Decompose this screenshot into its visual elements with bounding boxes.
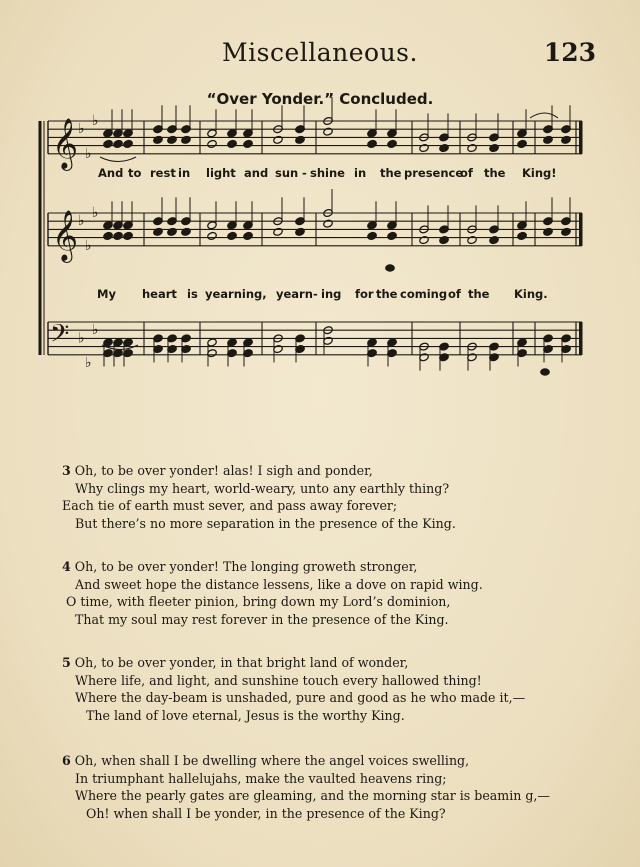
lyric-syllable: coming [400,287,448,301]
verse-text: That my soul may rest forever in the presence of the King. [75,611,449,627]
lyric-syllable: rest [150,166,176,180]
verse-3 [62,462,622,532]
verse-number: 3 [62,463,71,478]
lyric-syllable: the [468,287,490,301]
lyric-syllable: the [380,166,402,180]
verse-line [62,611,622,629]
verse-line [62,558,622,576]
verse-line [62,480,622,498]
lyric-syllable: yearn [276,287,313,301]
verse-number: 5 [62,655,71,670]
verse-line [62,707,622,725]
verse-text: Oh, to be over yonder! The longing groweth stronger, [74,559,418,574]
lyric-syllable: to [128,166,142,180]
verse-6 [62,752,622,822]
lyric-syllable: is [187,287,198,301]
verse-text: Oh! when shall I be yonder, in the presence of the King? [86,805,446,821]
verse-text: Where life, and light, and sunshine touch every hallowed thing! [75,672,482,688]
verse-text: The land of love eternal, Jesus is the worthy King. [86,707,405,723]
lyric-syllable: yearning, [205,287,267,301]
verse-text: And sweet hope the distance lessens, like a dove on rapid wing. [75,576,483,592]
svg-text:♭: ♭ [85,355,92,371]
verse-line [62,462,622,480]
lyric-syllable: of [460,166,473,180]
svg-text:♭: ♭ [92,113,99,129]
svg-text:𝄞: 𝄞 [52,117,79,169]
lyric-syllable: in [354,166,367,180]
svg-text:♭: ♭ [85,145,92,162]
verse-line [62,593,622,611]
svg-text:𝄞: 𝄞 [52,209,79,261]
verse-text: Oh, when shall I be dwelling where the angel voices swelling, [74,753,470,768]
verse-text: Where the pearly gates are gleaming, and the morning star is beamin g,— [75,788,551,803]
lyric-syllable: - [302,166,307,180]
svg-text:♭: ♭ [78,121,85,138]
verse-text: O time, with fleeter pinion, bring down my Lord’s dominion, [66,594,451,609]
verse-text: But there’s no more separation in the presence of the King. [75,515,456,531]
lyric-syllable: the [484,166,506,180]
lyric-syllable: King. [514,287,548,301]
verse-line [62,515,622,533]
svg-text:♭: ♭ [85,237,92,254]
verse-text: Oh, to be over yonder! alas! I sigh and ponder, [74,463,373,478]
lyric-syllable: for [355,287,374,301]
lyric-syllable: the [376,287,398,301]
lyric-syllable: and [244,166,269,180]
lyric-syllable: King! [522,166,557,180]
verse-number: 4 [62,559,71,574]
verse-line [62,654,622,672]
verse-4 [62,558,622,628]
verse-5 [62,654,622,724]
lyric-syllable: And [98,166,124,180]
lyric-syllable: My [97,287,116,301]
verse-line [62,689,622,707]
lyric-syllable: in [178,166,191,180]
verse-number: 6 [62,753,71,768]
verse-line [62,497,622,515]
verse-text: Oh, to be over yonder, in that bright land of wonder, [74,655,409,670]
lyric-syllable: ing [321,287,342,301]
svg-text:𝄢: 𝄢 [50,319,70,355]
lyric-syllable: - [313,287,318,301]
lyric-syllable: shine [310,166,345,180]
lyric-syllable: presence [404,166,464,180]
verse-line [62,770,622,788]
svg-text:♭: ♭ [78,213,85,230]
page-title: Miscellaneous. [222,38,418,67]
verse-line [62,672,622,690]
verse-text: Where the day-beam is unshaded, pure and good as he who made it,— [75,690,526,705]
verse-line [62,787,622,805]
svg-text:♭: ♭ [78,330,85,347]
verse-line [62,752,622,770]
svg-text:♭: ♭ [92,205,99,221]
lyric-syllable: light [206,166,236,180]
page-number: 123 [543,38,596,67]
lyric-syllable: of [448,287,461,301]
verse-text: Each tie of earth must sever, and pass away forever; [62,498,398,513]
lyric-syllable: heart [142,287,177,301]
svg-text:♭: ♭ [92,322,99,339]
lyric-syllable: sun [275,166,299,180]
verse-line [62,805,622,823]
verse-text: In triumphant hallelujahs, make the vaulted heavens ring; [75,770,447,786]
sheet-music [0,0,640,380]
verse-line [62,576,622,594]
verse-text: Why clings my heart, world-weary, unto any earthly thing? [75,480,450,496]
hymn-subtitle: “Over Yonder.” Concluded. [206,90,434,108]
